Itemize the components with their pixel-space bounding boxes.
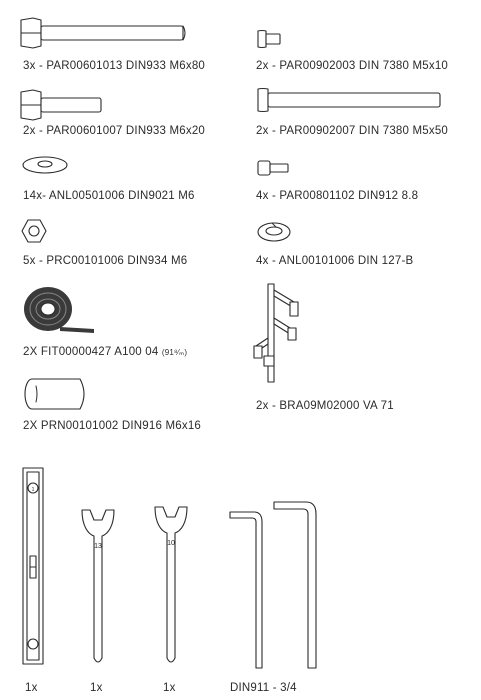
set-screw-icon [22, 376, 92, 412]
hex-key-small-icon [228, 510, 278, 672]
tool-qty-wrench-10: 1x [163, 682, 176, 694]
part-label-9 [23, 346, 187, 358]
wrench-10-icon [153, 505, 189, 670]
part-label-9-code: 2X FIT00000427 A100 04 [23, 346, 159, 358]
socket-cap-screw-icon [256, 159, 296, 177]
adhesive-tape-roll-icon [20, 285, 100, 337]
part-label-3: 2x - PAR00601007 DIN933 M6x20 [23, 125, 206, 137]
button-head-screw-m5x50-icon [256, 87, 446, 113]
tool-qty-level: 1x [25, 682, 38, 694]
spirit-level-icon [21, 466, 47, 666]
part-label-7: 5x - PRC00101006 DIN934 M6 [23, 255, 188, 267]
part-label-5: 14x- ANL00501006 DIN9021 M6 [23, 190, 195, 202]
button-head-screw-m5x10-icon [256, 29, 286, 49]
part-label-6: 4x - PAR00801102 DIN912 8.8 [256, 190, 419, 202]
flat-washer-icon [20, 155, 70, 175]
part-label-11: 2X PRN00101002 DIN916 M6x16 [23, 420, 202, 432]
hex-key-large-icon [272, 500, 328, 672]
tool-qty-wrench-13: 1x [90, 682, 103, 694]
hex-nut-icon [21, 218, 47, 244]
hex-bolt-m6x20-icon [17, 88, 107, 122]
part-label-4: 2x - PAR00902007 DIN 7380 M5x50 [256, 125, 449, 137]
svg-text:10: 10 [167, 540, 175, 547]
spring-lock-washer-icon [254, 220, 294, 244]
part-label-9-note: (91⁸⁄ₘ) [161, 348, 188, 357]
tool-label-hex-keys: DIN911 - 3/4 [230, 682, 297, 694]
svg-text:13: 13 [94, 543, 102, 550]
svg-text:1: 1 [31, 487, 35, 493]
bracket-icon [250, 282, 300, 387]
part-label-2: 2x - PAR00902003 DIN 7380 M5x10 [256, 60, 449, 72]
part-label-1: 3x - PAR00601013 DIN933 M6x80 [23, 60, 206, 72]
hex-bolt-m6x80-icon [17, 16, 187, 50]
part-label-10: 2x - BRA09M02000 VA 71 [256, 400, 394, 412]
part-label-8: 4x - ANL00101006 DIN 127-B [256, 255, 414, 267]
wrench-13-icon [80, 508, 116, 670]
